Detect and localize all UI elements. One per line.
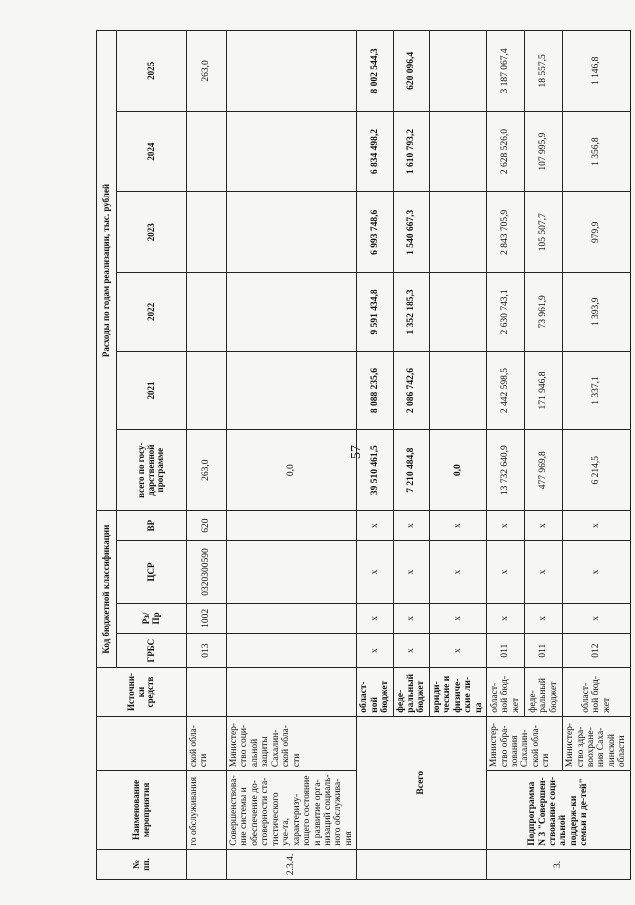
- cell-2023: 979,9: [563, 192, 631, 273]
- cell-2025: 620 096,4: [393, 31, 429, 112]
- cell-total: 6 214,5: [563, 430, 631, 511]
- cell-2023: 1 540 667,3: [393, 192, 429, 273]
- cell-vr: x: [487, 511, 525, 541]
- cell-2022: [187, 273, 227, 352]
- header-total: всего по госу-дарственной программе: [117, 430, 187, 511]
- cell-rzpr: x: [357, 603, 393, 633]
- cell-rzpr: x: [393, 603, 429, 633]
- header-source: Источни-ки средств: [97, 668, 187, 716]
- cell-2024: 107 995,9: [525, 111, 563, 192]
- cell-total: 7 210 484,8: [393, 430, 429, 511]
- cell-no: 3.: [487, 849, 631, 879]
- header-budget-code: Код бюджетной классификации: [97, 511, 117, 668]
- cell-2021: [227, 351, 357, 430]
- cell-2023: [429, 192, 486, 273]
- cell-source: юриди-ческие и физиче-ские ли-ца: [429, 668, 486, 716]
- cell-csr: x: [357, 541, 393, 604]
- cell-csr: 0320300590: [187, 541, 227, 604]
- header-csr: ЦСР: [117, 541, 187, 604]
- cell-no: [357, 849, 487, 879]
- cell-executor: ской обла-сти: [187, 716, 227, 770]
- cell-source: феде-ральный бюджет: [525, 668, 563, 716]
- rotated-table-container: [96, 30, 628, 880]
- header-executor: [97, 716, 187, 770]
- cell-2021: [187, 351, 227, 430]
- cell-2021: 2 442 598,5: [487, 351, 525, 430]
- cell-2022: 73 961,9: [525, 273, 563, 352]
- cell-csr: x: [525, 541, 563, 604]
- budget-table: [96, 30, 631, 880]
- table-row: [487, 31, 525, 880]
- cell-source: феде-ральный бюджет: [393, 668, 429, 716]
- cell-2025: [227, 31, 357, 112]
- cell-source: [187, 668, 227, 716]
- cell-2023: 6 993 748,6: [357, 192, 393, 273]
- cell-grbs: x: [393, 634, 429, 668]
- cell-2025: 263,0: [187, 31, 227, 112]
- cell-2022: 2 630 743,1: [487, 273, 525, 352]
- cell-executor: Министер-ство соци-альной защиты Сахалин-ской обла-сти: [227, 716, 357, 770]
- cell-2024: [187, 111, 227, 192]
- cell-no: 2.3.4.: [227, 849, 357, 879]
- cell-2023: 105 507,7: [525, 192, 563, 273]
- cell-grbs: x: [429, 634, 486, 668]
- cell-2022: 9 591 434,8: [357, 273, 393, 352]
- cell-total: 477 969,8: [525, 430, 563, 511]
- cell-name: Совершенствова-ние системы и обеспечение до-стоверности ста-тистического уче-та, характеризу-ющего состояние и развитие орга-низаций социаль-ного обслужива-ния: [227, 771, 357, 850]
- cell-grbs: 011: [525, 634, 563, 668]
- table-row: [357, 31, 393, 880]
- cell-2025: 3 187 067,4: [487, 31, 525, 112]
- cell-grbs: [227, 634, 357, 668]
- cell-2024: [429, 111, 486, 192]
- cell-2021: 8 088 235,6: [357, 351, 393, 430]
- table-row: [227, 31, 357, 880]
- cell-2024: 2 628 526,0: [487, 111, 525, 192]
- cell-rzpr: x: [525, 603, 563, 633]
- cell-rzpr: 1002: [187, 603, 227, 633]
- cell-csr: x: [487, 541, 525, 604]
- cell-2022: 1 352 185,3: [393, 273, 429, 352]
- cell-total: 263,0: [187, 430, 227, 511]
- header-name: Наименование мероприятия: [97, 771, 187, 850]
- cell-2023: 2 843 705,9: [487, 192, 525, 273]
- cell-source: [227, 668, 357, 716]
- cell-vr: x: [393, 511, 429, 541]
- cell-rzpr: [227, 603, 357, 633]
- cell-grbs: 013: [187, 634, 227, 668]
- cell-vr: x: [429, 511, 486, 541]
- cell-source: област-ной бюд-жет: [563, 668, 631, 716]
- cell-2024: 6 834 498,2: [357, 111, 393, 192]
- cell-vr: [227, 511, 357, 541]
- header-year-2021: 2021: [117, 351, 187, 430]
- header-year-2023: 2023: [117, 192, 187, 273]
- cell-csr: x: [429, 541, 486, 604]
- cell-2023: [227, 192, 357, 273]
- header-year-2022: 2022: [117, 273, 187, 352]
- cell-2021: 171 946,8: [525, 351, 563, 430]
- header-year-2024: 2024: [117, 111, 187, 192]
- header-grbs: ГРБС: [117, 634, 187, 668]
- header-year-2025: 2025: [117, 31, 187, 112]
- cell-vr: x: [525, 511, 563, 541]
- cell-no: [187, 849, 227, 879]
- cell-executor: Министер-ство здра-воохране-ния Саха-линской области: [563, 716, 631, 770]
- cell-2022: [227, 273, 357, 352]
- cell-csr: x: [393, 541, 429, 604]
- cell-2025: 8 002 544,3: [357, 31, 393, 112]
- cell-grbs: 012: [563, 634, 631, 668]
- cell-2025: 1 146,8: [563, 31, 631, 112]
- cell-total: 0,0: [227, 430, 357, 511]
- cell-vr: 620: [187, 511, 227, 541]
- cell-2022: 1 393,9: [563, 273, 631, 352]
- cell-2021: 2 086 742,6: [393, 351, 429, 430]
- table-row: [187, 31, 227, 880]
- cell-source: област-ной бюджет: [357, 668, 393, 716]
- cell-csr: [227, 541, 357, 604]
- header-no: № пп.: [97, 849, 187, 879]
- cell-total: 39 510 461,5: [357, 430, 393, 511]
- cell-total: 13 732 640,9: [487, 430, 525, 511]
- header-expenses: Расходы по годам реализации, тыс. рублей: [97, 31, 117, 511]
- cell-2024: 1 610 793,2: [393, 111, 429, 192]
- cell-rzpr: x: [563, 603, 631, 633]
- cell-executor: Министер-ство обра-зования Сахалин-ской обла-сти: [487, 716, 563, 770]
- cell-grbs: 011: [487, 634, 525, 668]
- cell-2022: [429, 273, 486, 352]
- cell-vr: x: [357, 511, 393, 541]
- cell-2024: 1 356,8: [563, 111, 631, 192]
- page-number: 57: [349, 445, 364, 459]
- cell-source: област-ной бюд-жет: [487, 668, 525, 716]
- header-vr: ВР: [117, 511, 187, 541]
- table-row: [563, 31, 631, 880]
- cell-2025: 18 557,5: [525, 31, 563, 112]
- cell-total: 0,0: [429, 430, 486, 511]
- cell-2024: [227, 111, 357, 192]
- cell-rzpr: x: [487, 603, 525, 633]
- cell-name-total: Всего: [357, 716, 487, 849]
- cell-csr: x: [563, 541, 631, 604]
- header-rzpr: Рз/ Пр: [117, 603, 187, 633]
- cell-vr: x: [563, 511, 631, 541]
- cell-2023: [187, 192, 227, 273]
- cell-rzpr: x: [429, 603, 486, 633]
- cell-name: Подпрограмма N 3 "Совершен-ствование соци-альной поддерж-ки семьи и де-тей": [487, 771, 631, 850]
- cell-2021: [429, 351, 486, 430]
- cell-grbs: x: [357, 634, 393, 668]
- cell-name: го обслуживания: [187, 771, 227, 850]
- cell-2021: 1 337,1: [563, 351, 631, 430]
- cell-2025: [429, 31, 486, 112]
